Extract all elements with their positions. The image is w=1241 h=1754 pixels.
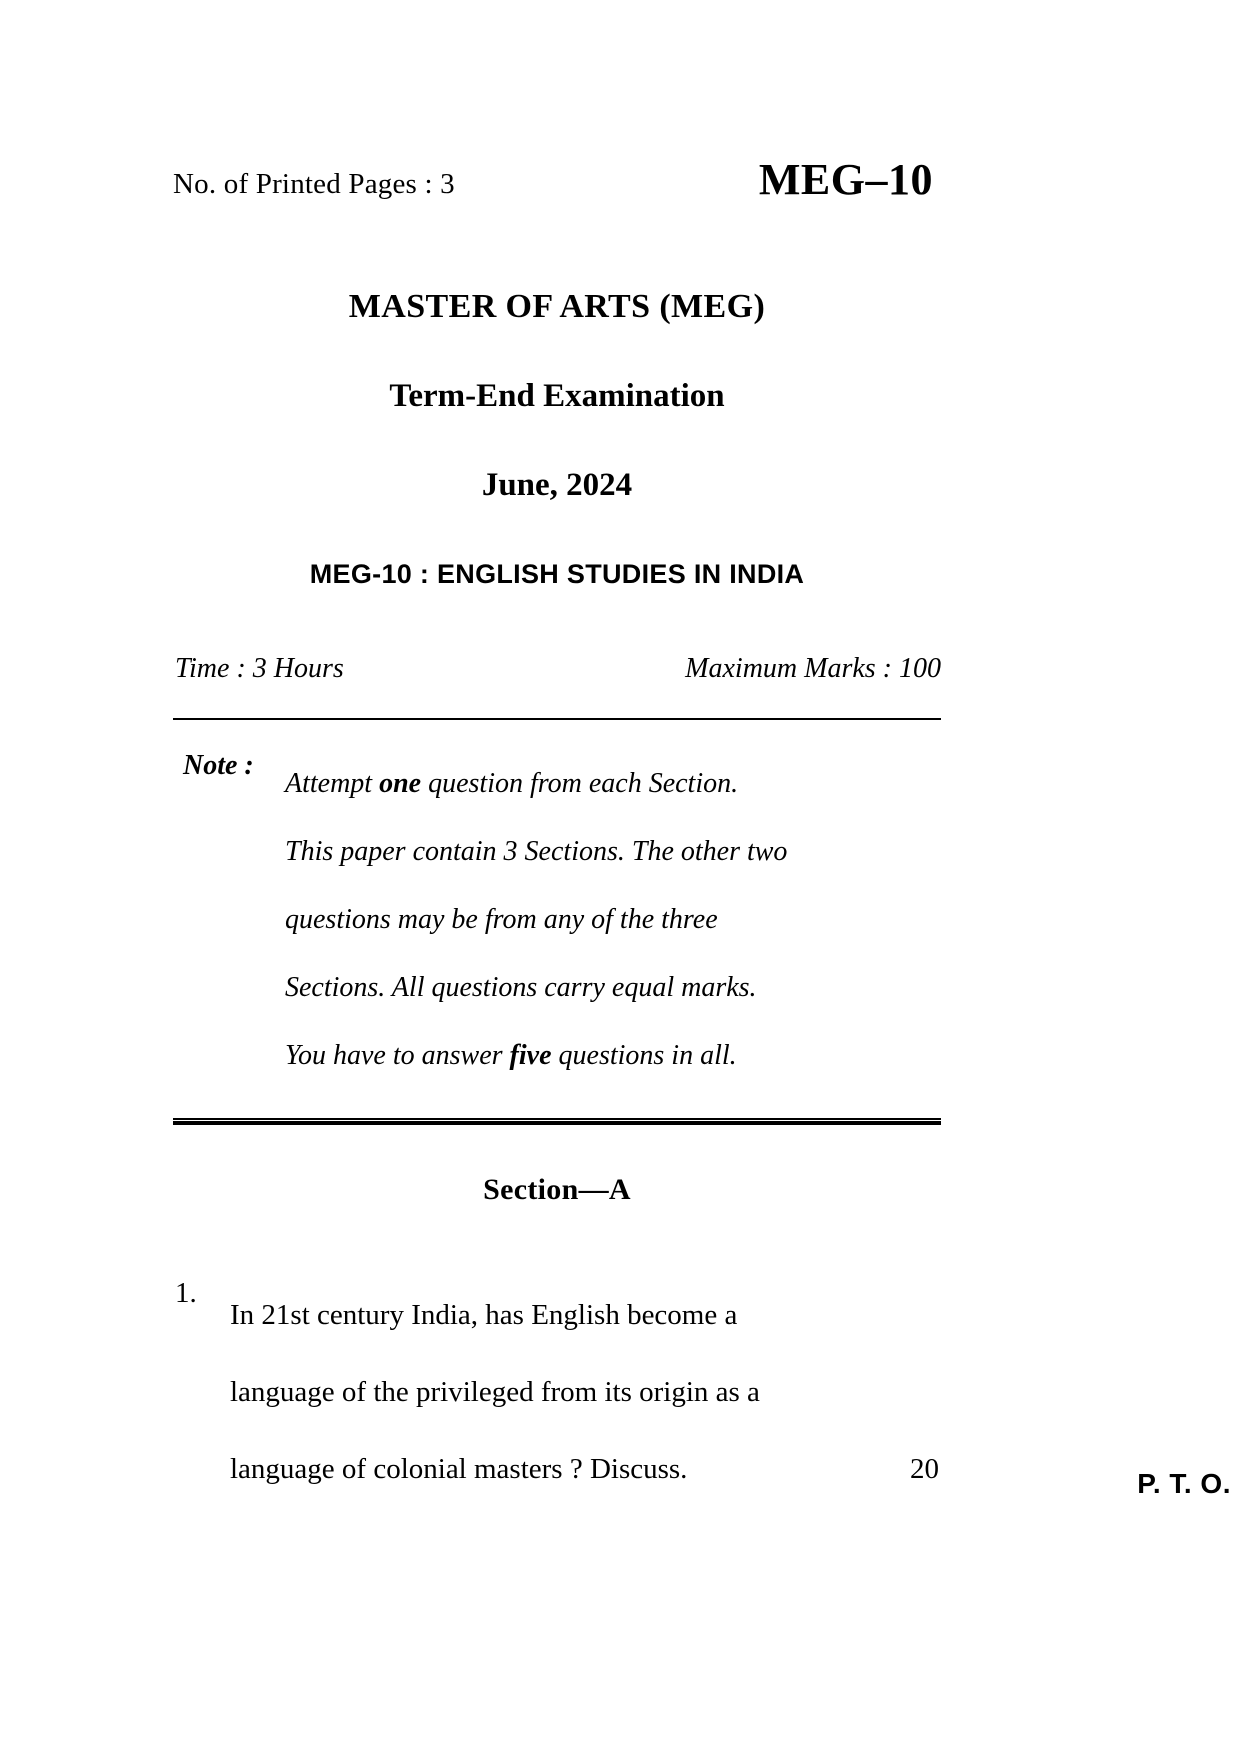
note-line-1-a: Attempt: [285, 768, 373, 799]
course-code: MEG–10: [758, 155, 933, 204]
note-line-5: [285, 1022, 941, 1090]
note-divider: [173, 1118, 941, 1125]
note-body: [285, 750, 941, 1090]
question-1-marks: 20: [910, 1453, 939, 1485]
note-line-4: Sections. All questions carry equal marks.: [285, 972, 757, 1003]
exam-duration: Time : 3 Hours: [175, 653, 344, 684]
instructions-note: [173, 750, 941, 1090]
exam-maximum-marks: Maximum Marks : 100: [685, 653, 941, 684]
note-line-2: This paper contain 3 Sections. The other two: [285, 836, 788, 867]
question-1-text: [230, 1277, 941, 1508]
exam-session: June, 2024: [481, 467, 633, 503]
note-line-5-c: questions in all.: [558, 1040, 737, 1071]
section-heading-a: Section—A: [483, 1173, 631, 1206]
question-1-line-3: language of colonial masters ? Discuss.: [230, 1453, 688, 1485]
subject-title: MEG-10 : ENGLISH STUDIES IN INDIA: [309, 559, 805, 589]
note-emphasis-one: one: [379, 768, 422, 799]
question-1-line-3-row: [230, 1431, 941, 1508]
programme-title: MASTER OF ARTS (MEG): [348, 288, 766, 325]
question-1-line-2: language of the privileged from its origin as a: [230, 1376, 760, 1408]
page-content: [173, 0, 941, 1508]
question-1-number: 1.: [175, 1277, 197, 1309]
note-emphasis-five: five: [509, 1040, 552, 1071]
question-1-line-1: In 21st century India, has English become a: [230, 1299, 738, 1331]
page-turn-over-footer: P. T. O.: [1137, 1468, 1231, 1499]
exam-type-title: Term-End Examination: [389, 378, 725, 414]
note-label: Note :: [183, 750, 254, 781]
header-divider: [173, 718, 941, 720]
note-line-1: [285, 750, 941, 818]
note-line-5-a: You have to answer: [285, 1040, 503, 1071]
title-block: [173, 288, 941, 590]
note-line-1-c: question from each Section.: [428, 768, 739, 799]
note-line-3: questions may be from any of the three: [285, 904, 718, 935]
printed-pages-label: No. of Printed Pages : 3: [173, 168, 455, 200]
question-1: [173, 1277, 941, 1508]
page-header: [173, 155, 941, 230]
exam-info-row: [173, 653, 941, 693]
